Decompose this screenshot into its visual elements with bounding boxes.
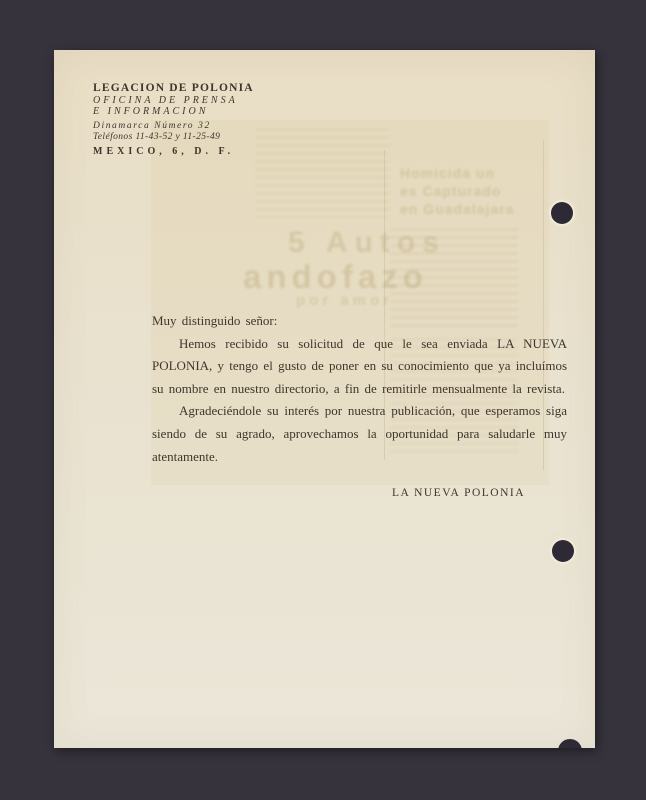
bleedthrough-text-smudge bbox=[255, 128, 390, 218]
letterhead-dept-line1: OFICINA DE PRENSA bbox=[93, 95, 238, 106]
letterhead-org-name: LEGACION DE POLONIA bbox=[93, 82, 254, 94]
letterhead-dept-line2: E INFORMACION bbox=[93, 105, 209, 117]
letter-body bbox=[152, 310, 567, 468]
bleedthrough-right-headline-line: en Guadalajara bbox=[400, 201, 515, 217]
letterhead-city: MEXICO, 6, D. F. bbox=[93, 146, 235, 157]
punch-hole-bottom-partial bbox=[558, 739, 582, 748]
letter-paragraph-1: Hemos recibido su solicitud de que le sea enviada LA NUEVA POLONIA, y tengo el gusto de poner en su conocimiento que ya incluímos su nombre en nuestro directorio, a fin de remitirle mensualmente la revista. bbox=[152, 335, 568, 396]
letter-signature: LA NUEVA POLONIA bbox=[392, 487, 526, 499]
bleedthrough-right-headline bbox=[400, 164, 514, 218]
bleedthrough-right-headline-line: Homicida un bbox=[400, 165, 496, 181]
bleedthrough-headline-sub: por amor bbox=[296, 292, 394, 309]
bleedthrough-headline-line2: andofazo bbox=[243, 258, 428, 295]
letter-salutation: Muy distinguido señor: bbox=[152, 313, 278, 328]
punch-hole-middle bbox=[552, 540, 574, 562]
letterhead bbox=[93, 82, 254, 157]
letter-paragraph-2: Agradeciéndole su interés por nuestra publicación, que esperamos siga siendo de su agrado, aprovechamos la oportunidad para saludarle muy atentamente. bbox=[152, 403, 567, 464]
letter-paper bbox=[54, 50, 595, 748]
punch-hole-top bbox=[551, 202, 573, 224]
bleedthrough-headline-line1: 5 Autos bbox=[288, 226, 446, 259]
bleedthrough-right-headline-line: es Capturado bbox=[400, 183, 502, 199]
letterhead-phones: Teléfonos 11-43-52 y 11-25-49 bbox=[93, 131, 221, 142]
letterhead-address: Dinamarca Número 32 bbox=[93, 121, 211, 131]
